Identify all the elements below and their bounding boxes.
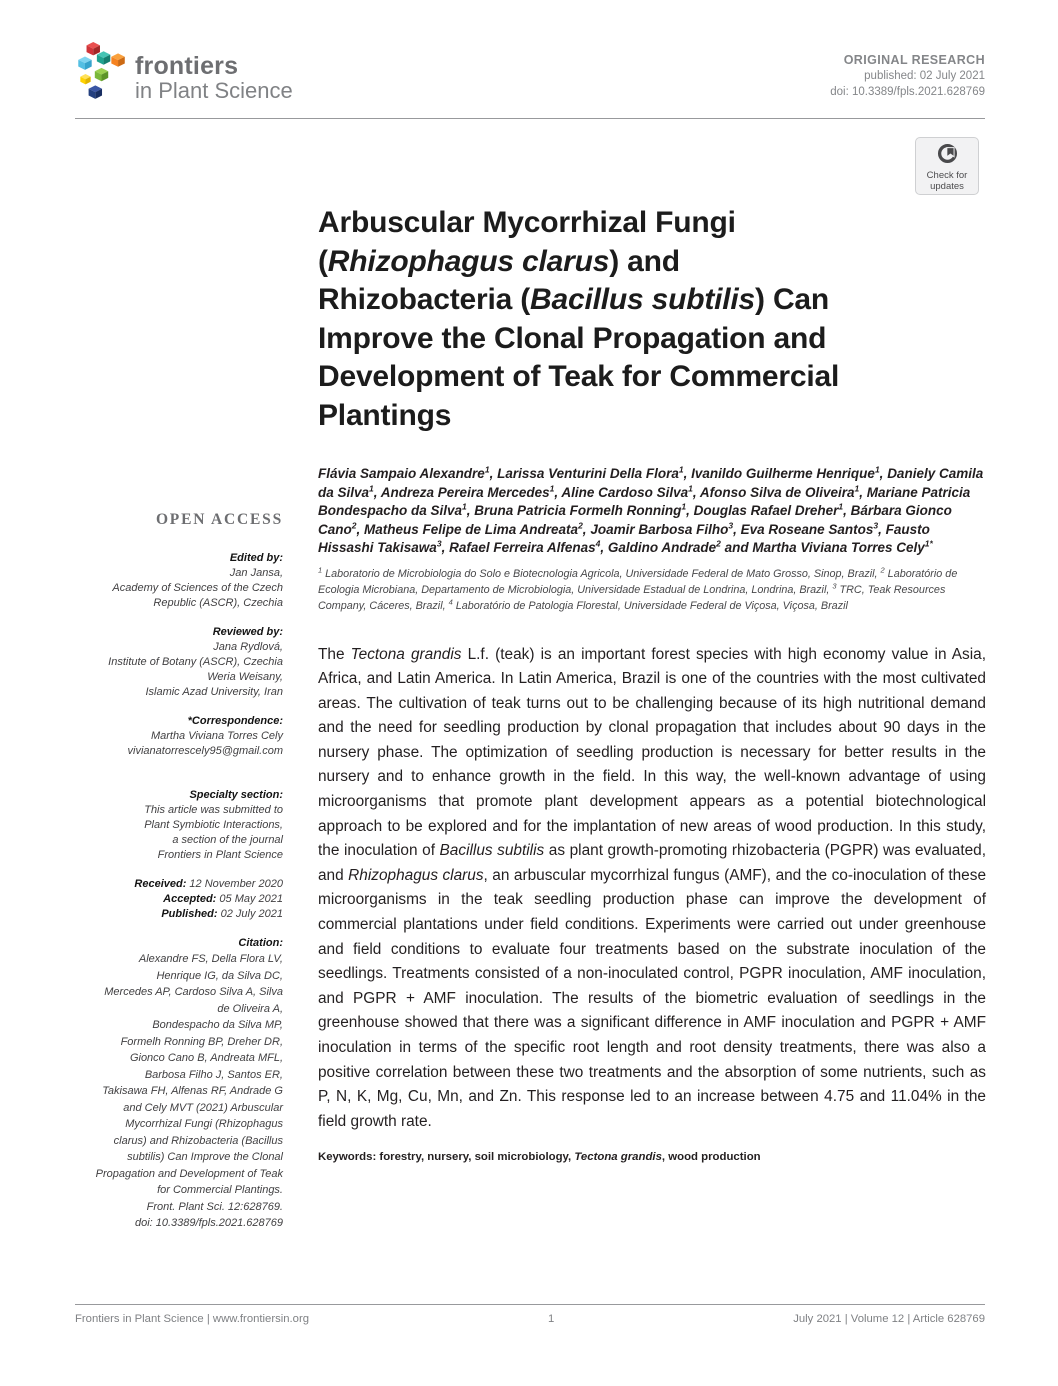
author-name: Larissa Venturini Della Flora — [497, 466, 679, 481]
history-date-value: 05 May 2021 — [216, 893, 283, 905]
citation-line: Barbosa Filho J, Santos ER, — [144, 1068, 283, 1081]
affiliation-text: Laboratório de Patologia Florestal, Universidade Federal de Viçosa, Viçosa, Brazil — [452, 599, 848, 612]
author — [381, 485, 562, 500]
citation-line: Propagation and Development of Teak — [95, 1167, 283, 1180]
author-affiliation-sup: 2 — [578, 520, 583, 530]
citation-line: Alexandre FS, Della Flora LV, — [138, 953, 283, 965]
citation-line: Gionco Cano B, Andreata MFL, — [129, 1052, 283, 1064]
abstract-segment: Rhizophagus clarus — [348, 866, 484, 884]
affiliation-list — [318, 566, 986, 614]
author-affiliation-sup: 1 — [688, 483, 693, 493]
author-list — [318, 465, 986, 558]
author — [694, 503, 851, 518]
author-separator: , — [441, 540, 450, 555]
author-separator: and — [720, 540, 753, 555]
affiliation-sup: 1 — [318, 564, 323, 574]
author-affiliation-sup: 1 — [838, 501, 844, 512]
citation-line: Henrique IG, da Silva DC, — [156, 969, 283, 982]
author-affiliation-sup: 1 — [854, 483, 860, 493]
citation-line: clarus) and Rhizobacteria (Bacillus — [113, 1134, 283, 1147]
citation-label: Citation: — [238, 937, 283, 949]
author — [741, 522, 886, 537]
affiliation-text: TRC, Teak Resources Company, Cáceres, Brazil, — [318, 583, 946, 612]
affiliation-text: Laboratório de Ecologia Microbiana, Departamento de Microbiologia, Universidade Estadual de Londrina, Londrina, Brazil, — [318, 567, 958, 596]
abstract-segment: L.f. (teak) is an important forest species with high economy value in Asia, Africa, and Latin America. In Latin America, Brazil is one of the countries with the most cultivated areas. The cultivation of teak turns out to be challenging because of its high nutritional demand and the need for seedling production by clonal propagation that includes about 90 days in the nursery phase. The optimization of seedling production is necessary for better results in the nursery and to enhance growth in the field. In this way, the well-known advantage of using microorganisms that promote plant development appears as a potential biotechnological approach to be explored and for the implantation of new areas of wood production. In this study, the inoculation of — [318, 645, 987, 860]
author-name: Mariane Patricia Bondespacho da Silva — [318, 484, 971, 518]
history-date-value: 12 November 2020 — [186, 878, 283, 890]
correspondence-section — [75, 714, 283, 759]
author-separator: , — [879, 466, 888, 481]
title-segment: Bacillus subtilis — [530, 283, 756, 316]
open-access-label: OPEN ACCESS — [155, 511, 283, 528]
author-name: Martha Viviana Torres Cely — [752, 540, 925, 555]
author-separator: , — [686, 503, 694, 518]
author — [700, 485, 867, 500]
footer-issue: July 2021 | Volume 12 | Article 628769 — [793, 1313, 985, 1325]
author-affiliation-sup: 1 — [678, 464, 684, 475]
published-date: published: 02 July 2021 — [864, 70, 985, 82]
title-segment: Rhizobacteria ( — [318, 283, 531, 316]
history-date-label: Published: — [161, 908, 218, 920]
author-affiliation-sup: 1 — [484, 464, 490, 475]
reviewed-by-line: Weria Weisany, — [207, 671, 283, 683]
affiliation-sup: 4 — [448, 596, 453, 606]
keywords-segment: Tectona grandis — [574, 1151, 662, 1164]
affiliation-sup: 3 — [832, 580, 837, 590]
header-divider — [75, 118, 985, 119]
author-name: Bruna Patricia Formelh Ronning — [474, 503, 682, 518]
history-date-line — [75, 877, 283, 892]
citation-line: Mercedes AP, Cardoso Silva A, Silva — [104, 986, 283, 998]
specialty-line: Plant Symbiotic Interactions, — [144, 819, 283, 831]
affiliation-sup: 2 — [880, 564, 885, 574]
title-segment: Development of Teak for Commercial — [318, 360, 840, 393]
author — [364, 522, 590, 537]
author-affiliation-sup: 3 — [873, 520, 879, 530]
citation-line: doi: 10.3389/fpls.2021.628769 — [134, 1217, 283, 1229]
author — [561, 485, 700, 500]
author-separator: , — [554, 484, 562, 500]
author-affiliation-sup: 1* — [924, 538, 933, 549]
citation-line: Bondespacho da Silva MP, — [152, 1019, 283, 1031]
logo-journal-name: in Plant Science — [135, 78, 293, 103]
author-affiliation-sup: 2 — [716, 538, 721, 549]
author-name: Andreza Pereira Mercedes — [380, 484, 550, 500]
author-name: Flávia Sampaio Alexandre — [318, 466, 485, 481]
title-segment: ( — [318, 244, 328, 278]
footer-page-number: 1 — [547, 1313, 555, 1325]
history-date-line — [75, 892, 283, 907]
title-segment: Plantings — [318, 398, 452, 432]
author-name: Daniely Camila da Silva — [318, 466, 984, 500]
author-separator: , — [683, 466, 692, 481]
footer-journal: Frontiers in Plant Science | www.frontiersin.org — [75, 1313, 309, 1325]
author-separator: , — [582, 521, 591, 537]
citation-section — [75, 936, 283, 1232]
keywords-segment: Keywords: forestry, nursery, soil microbiology, — [318, 1151, 575, 1164]
article-sidebar — [75, 512, 283, 1246]
specialty-line: Frontiers in Plant Science — [157, 849, 283, 861]
edited-by-line: Jan Jansa, — [229, 567, 283, 579]
author-affiliation-sup: 2 — [351, 520, 357, 530]
keywords-segment: , wood production — [661, 1151, 761, 1164]
correspondence-email[interactable]: vivianatorrescely95@gmail.com — [127, 745, 283, 757]
check-for-updates-badge[interactable] — [915, 137, 979, 195]
abstract-segment: as plant growth-promoting rhizobacteria (PGPR) was evaluated, and — [318, 842, 986, 884]
title-segment: Rhizophagus clarus — [327, 244, 610, 278]
author-separator: , — [692, 484, 700, 500]
author-separator: , — [733, 521, 741, 537]
author — [474, 503, 693, 518]
title-segment: Improve the Clonal Propagation and — [318, 321, 827, 355]
specialty-label: Specialty section: — [189, 789, 283, 801]
title-segment: ) and — [609, 244, 680, 278]
badge-text — [916, 171, 978, 192]
author-affiliation-sup: 4 — [595, 538, 601, 549]
article-title — [318, 204, 986, 435]
badge-line2: updates — [930, 180, 964, 192]
edited-by-label: Edited by: — [229, 552, 283, 564]
edited-by-line: Republic (ASCR), Czechia — [153, 597, 283, 609]
article-type-label: ORIGINAL RESEARCH — [843, 53, 985, 67]
abstract-segment: , an arbuscular mycorrhizal fungus (AMF), and the co-inoculation of these microorganisms in the teak seedling production phase can improve the development of commercial plantations under field conditions. Experiments were carried out under greenhouse and field conditions to evaluate four treatments based on the substrate inoculation of the seedlings. Treatments consisted of a non-inoculated control, PGPR inoculation, AMF inoculation, and PGPR + AMF inoculation. The results of the biometric evaluation of seedlings in the greenhouse showed that there was a significant difference in AMF inoculation and PGPR + AMF inoculation in terms of the specific root length and root density treatments, there was also a positive correlation between these two treatments and the absorption of some nutrients, such as P, N, K, Mg, Cu, Mn, and Zn. This response led to an increase between 4.75 and 11.04% in the field growth rate. — [318, 866, 987, 1130]
logo-wordmark: frontiers — [135, 52, 239, 80]
affiliation-text: Laboratorio de Microbiologia do Solo e Biotecnologia Agricola, Universidade Federal de Mato Grosso, Sinop, Brazil, — [322, 567, 881, 580]
author-affiliation-sup: 3 — [436, 538, 442, 549]
author — [608, 540, 753, 555]
frontiers-cubes-icon — [76, 42, 126, 104]
reviewed-by-line: Jana Rydlová, — [213, 641, 283, 653]
history-dates-section — [75, 877, 283, 922]
article-main — [318, 204, 986, 1163]
history-date-label: Received: — [134, 878, 187, 890]
keywords — [318, 1151, 986, 1163]
author — [318, 466, 497, 481]
edited-by-line: Academy of Sciences of the Czech — [112, 582, 283, 594]
frontiers-logo — [76, 42, 293, 104]
page-footer — [75, 1313, 985, 1325]
reviewed-by-label: Reviewed by: — [212, 626, 283, 638]
author-affiliation-sup: 1 — [369, 483, 374, 493]
crossmark-icon — [937, 143, 958, 164]
reviewed-by-line: Islamic Azad University, Iran — [145, 686, 283, 698]
citation-line: for Commercial Plantings. — [157, 1184, 283, 1196]
specialty-line: This article was submitted to — [144, 804, 283, 816]
author-name: Galdino Andrade — [607, 540, 717, 555]
author — [691, 466, 887, 481]
author-separator: , — [878, 521, 886, 537]
author-name: Fausto Hissashi Takisawa — [318, 521, 930, 555]
author-name: Joamir Barbosa Filho — [590, 521, 729, 537]
doi-text: doi: 10.3389/fpls.2021.628769 — [830, 85, 985, 98]
footer-divider — [75, 1304, 985, 1305]
correspondence-label: *Correspondence: — [187, 715, 283, 727]
correspondence-name: Martha Viviana Torres Cely — [150, 730, 283, 742]
specialty-section — [75, 788, 283, 863]
citation-line: de Oliveira A, — [217, 1002, 283, 1015]
citation-line: subtilis) Can Improve the Clonal — [127, 1151, 283, 1163]
abstract-segment: Bacillus subtilis — [439, 842, 545, 860]
abstract-segment: The — [318, 645, 351, 663]
abstract — [318, 643, 986, 1135]
author-affiliation-sup: 1 — [462, 501, 467, 512]
author-separator: , — [373, 484, 381, 500]
edited-by-section — [75, 551, 283, 611]
author-separator: , — [489, 466, 498, 481]
citation-line: Formelh Ronning BP, Dreher DR, — [120, 1035, 283, 1048]
author-name: Bárbara Gionco Cano — [318, 503, 952, 537]
citation-line: and Cely MVT (2021) Arbuscular — [123, 1101, 283, 1114]
citation-line: Takisawa FH, Alfenas RF, Andrade G — [102, 1085, 283, 1097]
author-name: Afonso Silva de Oliveira — [699, 484, 855, 500]
author — [752, 540, 932, 555]
article-meta — [830, 52, 985, 100]
author — [449, 540, 608, 555]
reviewed-by-line: Institute of Botany (ASCR), Czechia — [108, 656, 283, 668]
specialty-line: a section of the journal — [172, 834, 283, 846]
author-name: Douglas Rafael Dreher — [693, 503, 839, 518]
affiliation — [448, 596, 848, 612]
author-separator: , — [466, 503, 475, 518]
author-affiliation-sup: 1 — [681, 501, 687, 512]
author-separator: , — [600, 540, 608, 555]
author-name: Matheus Felipe de Lima Andreata — [364, 521, 579, 537]
author — [590, 522, 740, 537]
author-name: Aline Cardoso Silva — [561, 484, 689, 500]
history-date-line — [75, 907, 283, 922]
author-separator: , — [859, 484, 867, 500]
logo-text — [135, 42, 293, 103]
author-separator: , — [356, 521, 364, 537]
author — [497, 466, 691, 481]
reviewed-by-section — [75, 625, 283, 700]
author-affiliation-sup: 1 — [874, 464, 880, 475]
affiliation — [318, 564, 881, 580]
author-name: Eva Roseane Santos — [740, 521, 874, 537]
author-affiliation-sup: 3 — [728, 520, 734, 530]
title-segment: Arbuscular Mycorrhizal Fungi — [318, 206, 736, 239]
author-affiliation-sup: 1 — [549, 483, 555, 493]
title-segment: ) Can — [755, 283, 830, 316]
author-name: Rafael Ferreira Alfenas — [449, 540, 596, 555]
author-name: Ivanildo Guilherme Henrique — [691, 466, 875, 481]
history-date-value: 02 July 2021 — [217, 908, 283, 920]
abstract-segment: Tectona grandis — [350, 645, 462, 663]
badge-line1: Check for — [926, 170, 968, 181]
citation-line: Mycorrhizal Fungi (Rhizophagus — [125, 1118, 283, 1130]
history-date-label: Accepted: — [163, 893, 217, 905]
author-separator: , — [843, 503, 851, 518]
citation-line: Front. Plant Sci. 12:628769. — [146, 1200, 283, 1213]
